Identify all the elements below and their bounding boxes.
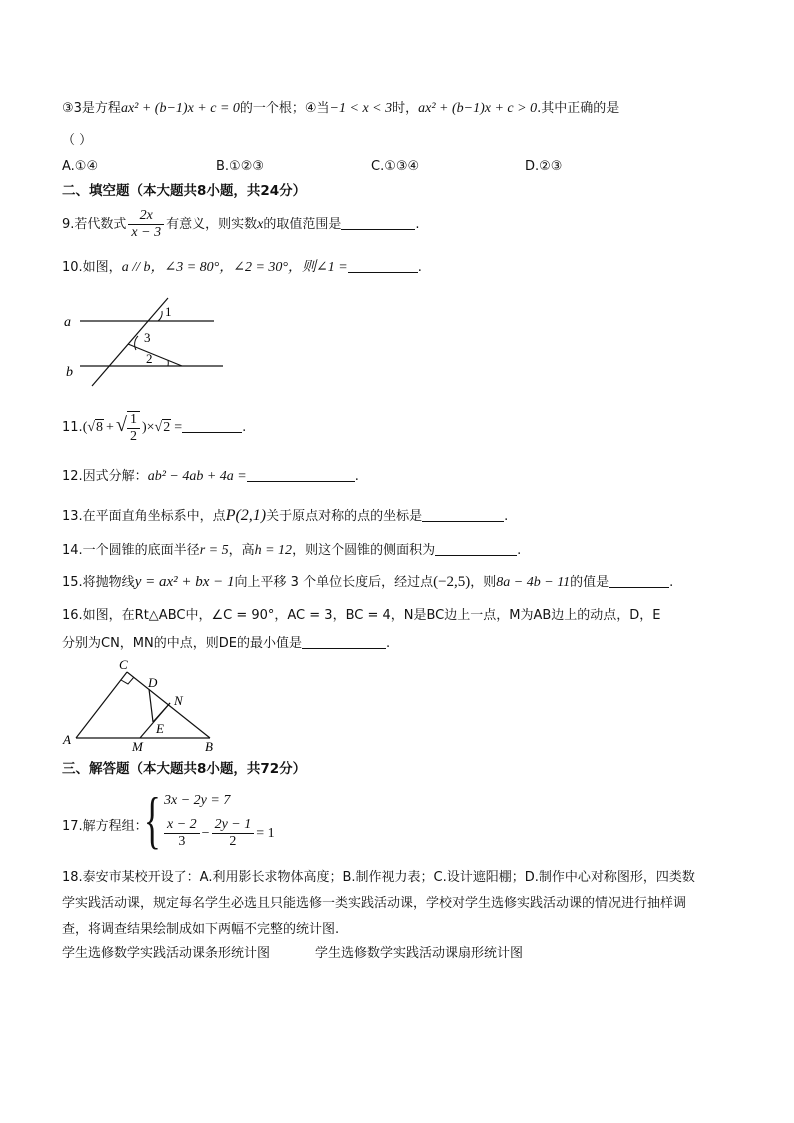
q16-label-m: M <box>132 739 143 754</box>
q17-equation-2: $\frac{x - 2}{3}$ − $\frac{2y - 1}{2}$ = 1 <box>162 814 275 854</box>
q18-bar-chart-caption: 学生选修数学实践活动课条形统计图 <box>62 946 271 961</box>
q16-answer-blank <box>302 634 386 649</box>
q10-label-a: a <box>64 315 71 330</box>
q8-option-b: B.①②③ <box>216 159 265 174</box>
q10-label-3: 3 <box>144 330 151 345</box>
q16-line2: 分别为CN，MN的中点，则DE的最小值是 . <box>62 636 391 651</box>
q11-answer-blank <box>182 418 242 433</box>
q8-option-d: D.②③ <box>525 159 563 174</box>
q12-answer-blank <box>247 467 355 482</box>
q16-label-a: A <box>63 732 71 747</box>
q8-option-c: C.①③④ <box>371 159 420 174</box>
q16-label-c: C <box>119 657 128 672</box>
q18-pie-chart-caption: 学生选修数学实践活动课扇形统计图 <box>315 946 524 961</box>
q9: 9.若代数式 $\frac{2x}{x - 3}$ 有意义，则实数x的取值范围是 . <box>62 208 420 240</box>
q15-answer-blank <box>609 573 669 588</box>
section-3-heading: 三、解答题（本大题共8小题，共72分） <box>62 761 307 777</box>
q16-line1: 16.如图，在Rt△ABC中，∠C = 90°，AC = 3，BC = 4，N是BC边上一点，M为AB边上的动点，D，E <box>62 608 661 623</box>
q11-fraction: $\frac{1}{2}$ <box>127 411 140 445</box>
q16-label-d: D <box>148 675 158 690</box>
q17-label: 17.解方程组： <box>62 819 148 834</box>
q14-answer-blank <box>435 541 517 556</box>
q15: 15.将抛物线y = ax² + bx − 1向上平移 3 个单位长度后，经过点(−2,5)，则8a − 4b − 11的值是 . <box>62 574 674 590</box>
q16-triangle-figure <box>60 655 230 755</box>
q8-option-a: A.①④ <box>62 159 99 174</box>
q11: 11.(√8 + √ $\frac{1}{2}$ )×√2 = . <box>62 411 247 444</box>
q9-answer-blank <box>341 215 415 230</box>
q12: 12.因式分解：ab² − 4ab + 4a = . <box>62 469 359 484</box>
q8-statement: ③3是方程ax² + (b−1)x + c = 0的一个根；④当−1 < x < 3时，ax² + (b−1)x + c > 0.其中正确的是 <box>62 101 620 116</box>
q9-fraction: $\frac{2x}{x - 3}$ <box>128 208 164 241</box>
q10-label-2: 2 <box>146 351 153 366</box>
q18-line3: 查，将调查结果绘制成如下两幅不完整的统计图. <box>62 922 340 937</box>
q10-answer-blank <box>348 258 418 273</box>
q13-answer-blank <box>422 507 504 522</box>
q13: 13.在平面直角坐标系中，点P(2,1)关于原点对称的点的坐标是 . <box>62 507 509 524</box>
q10-label-1: 1 <box>165 304 172 319</box>
section-2-heading: 二、填空题（本大题共8小题，共24分） <box>62 183 307 199</box>
q17-equation-1: 3x − 2y = 7 <box>164 793 231 808</box>
q16-label-e: E <box>156 721 164 736</box>
q8-answer-paren: （ ） <box>62 133 93 148</box>
q10-label-b: b <box>66 365 73 380</box>
q18-line2: 学实践活动课，规定每名学生必选且只能选修一类实践活动课，学校对学生选修实践活动课的情况进行抽样调 <box>62 896 687 911</box>
q14: 14.一个圆锥的底面半径r = 5，高h = 12，则这个圆锥的侧面积为 . <box>62 543 522 558</box>
q18-line1: 18.泰安市某校开设了：A.利用影长求物体高度；B.制作视力表；C.设计遮阳棚；D.制作中心对称图形，四类数 <box>62 870 695 885</box>
q16-label-b: B <box>205 739 213 754</box>
q16-label-n: N <box>174 693 183 708</box>
q10: 10.如图，a // b，∠3 = 80°，∠2 = 30°，则∠1 = . <box>62 260 422 275</box>
q10-parallel-lines-figure <box>60 296 230 388</box>
q17-system-brace: { <box>143 784 161 855</box>
